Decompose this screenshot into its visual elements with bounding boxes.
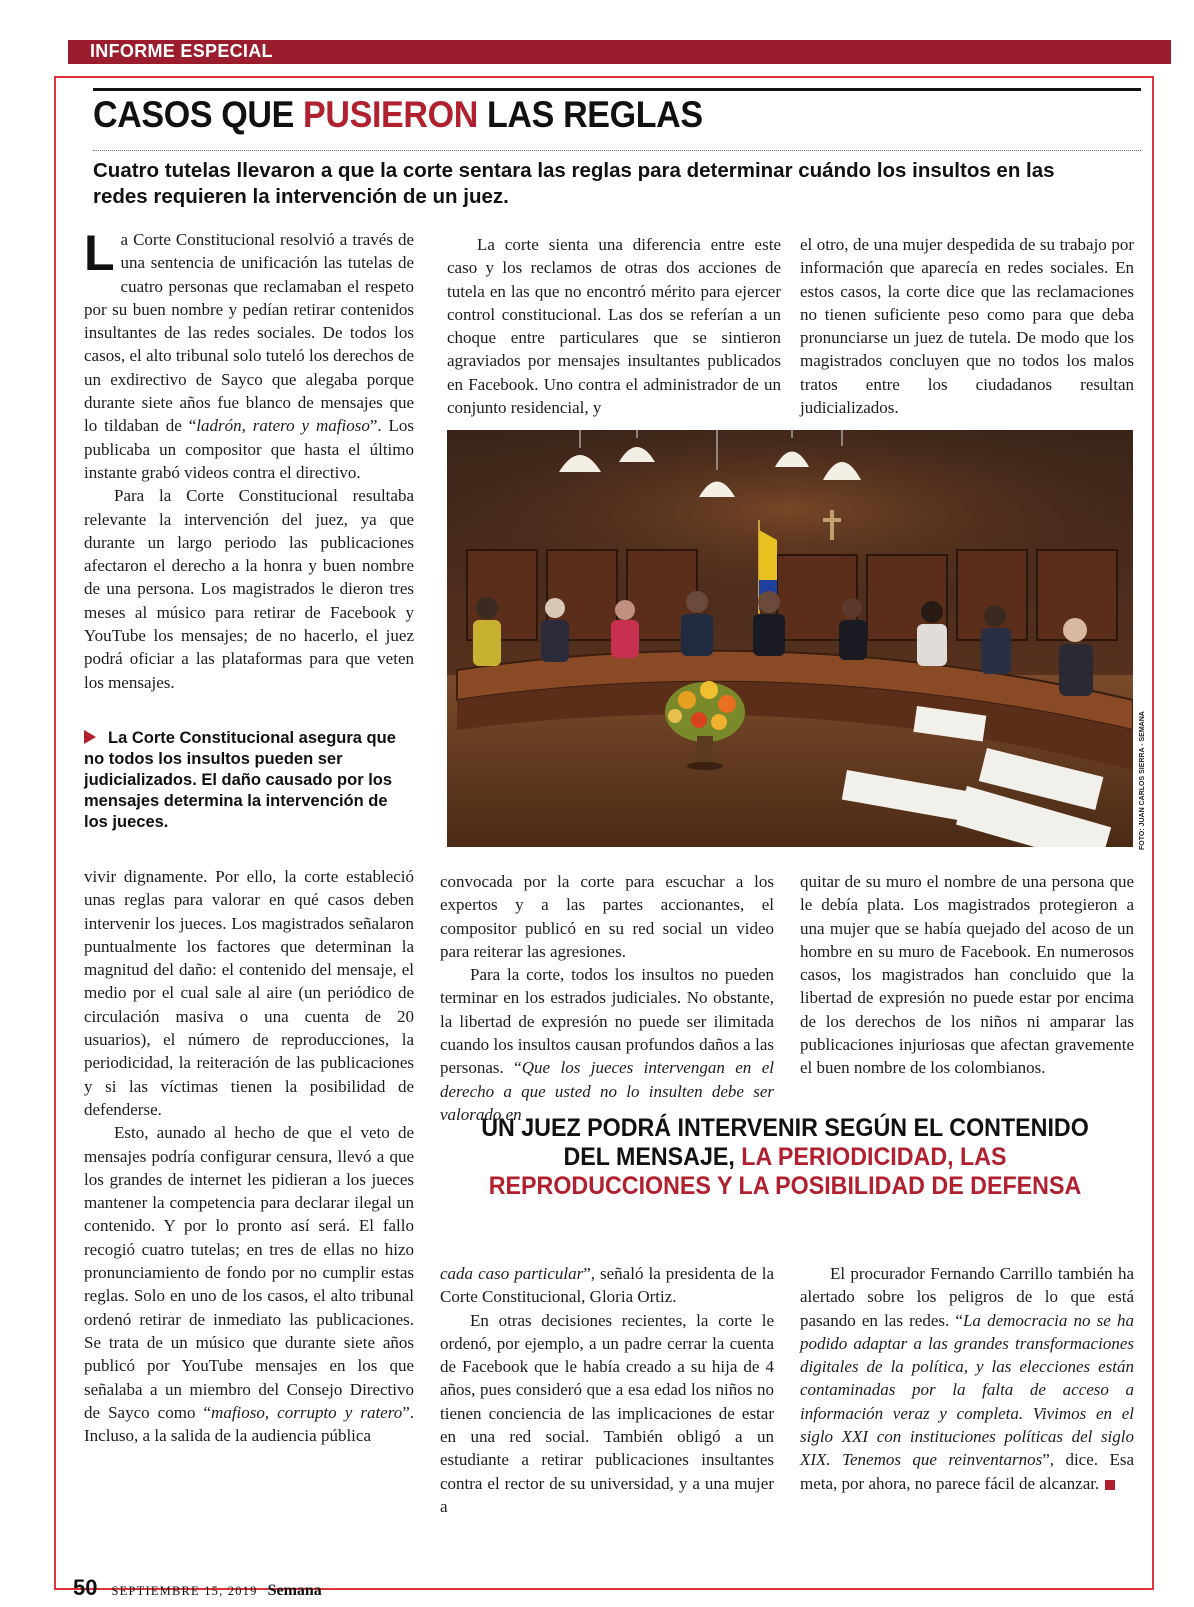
- subheadline-part1: UN JUEZ PODRÁ INTERVENIR SEGÚN EL CONTENIDO DEL MENSAJE,: [481, 1114, 1089, 1171]
- body-paragraph: convocada por la corte para escuchar a los expertos y a las partes accionantes, el compositor publicó en su red social un video para reiterar las agresiones.: [440, 872, 774, 961]
- headline: [93, 94, 703, 136]
- column-2-final: [440, 1262, 774, 1518]
- magazine-name: Semana: [267, 1582, 322, 1599]
- subheadline-highlight: LA PERIODICIDAD, LAS REPRODUCCIONES Y LA POSIBILIDAD DE DEFENSA: [488, 1143, 1082, 1200]
- column-1-bottom: [84, 865, 414, 1447]
- pull-quote: [84, 728, 414, 833]
- photo-credit: FOTO: JUAN CARLOS SIERRA - SEMANA: [1139, 711, 1146, 850]
- body-paragraph: Para la corte, todos los insultos no pueden terminar en los estrados judiciales. No obstante, la libertad de expresión no puede ser ilimitada cuando los insultos causan profundos daños a las personas. “Que los jueces intervengan en el derecho a que usted no lo insulten debe ser valorado en: [440, 965, 775, 1124]
- body-paragraph: La corte sienta una diferencia entre este caso y los reclamos de otras dos acciones de tutela en las que no encontró mérito para ejercer control constitucional. Las dos se referían a un choque entre particulares que se sintieron agraviados por mensajes insultantes publicados en Facebook. Uno contra el administrador de un conjunto residencial, y: [447, 235, 781, 418]
- deck: Cuatro tutelas llevaron a que la corte sentara las reglas para determinar cuándo los insultos en las redes requieren la intervención de un juez.: [93, 159, 1055, 208]
- body-paragraph: el otro, de una mujer despedida de su trabajo por información que aparecía en redes sociales. En estos casos, la corte dice que las reclamaciones no tienen suficiente peso como para que deba pronunciarse un juez de tutela. De modo que los magistrados concluyen que no todos los malos tratos entre los ciudadanos resultan judicializados.: [800, 235, 1134, 418]
- headline-highlight: PUSIERON: [303, 94, 478, 135]
- deck-rule: [93, 150, 1141, 151]
- headline-part1: CASOS QUE: [93, 94, 304, 135]
- column-3-final: [800, 1262, 1134, 1495]
- column-2-top: [447, 233, 781, 419]
- column-3-top: [800, 233, 1134, 419]
- body-paragraph: quitar de su muro el nombre de una persona que le debía plata. Los magistrados protegieron a una mujer que se había quejado del acoso de un hombre en su muro de Facebook. En numerosos casos, los magistrados han concluido que la libertad de expresión no puede estar por encima de los derechos de los niños ni amparar las publicaciones injuriosas que afectan gravemente el buen nombre de los colombianos.: [800, 872, 1134, 1078]
- page-number: 50: [73, 1575, 98, 1600]
- section-label: INFORME ESPECIAL: [90, 41, 273, 61]
- body-paragraph: Esto, aunado al hecho de que el veto de mensajes podría configurar censura, llevó a que los grandes de internet les pidieran a los jueces mantener la competencia para declarar ilegal un contenido. Y por lo pronto así será. El fallo recogió cuatro tutelas; en tres de ellas no hizo pronunciamiento de fondo por no cumplir estas reglas. Solo en uno de los casos, el alto tribunal ordenó retirar de inmediato las publicaciones. Se trata de un músico que durante siete años publicó por YouTube mensajes en los que señalaba a un miembro del Consejo Directivo de Sayco como “mafioso, corrupto y ratero”. Incluso, a la salida de la audiencia pública: [84, 1123, 414, 1446]
- body-paragraph: cada caso particular”, señaló la presidenta de la Corte Constitucional, Gloria Ortiz.: [440, 1264, 774, 1307]
- courtroom-illustration: [447, 430, 1133, 847]
- section-banner: [68, 40, 1171, 64]
- dropcap: L: [84, 225, 115, 281]
- column-3-bottom: [800, 870, 1134, 1080]
- courtroom-photo: [447, 430, 1133, 847]
- headline-part2: LAS REGLAS: [477, 94, 703, 135]
- triangle-icon: [84, 730, 96, 744]
- intro-paragraph: La Corte Constitucional resolvió a través de una sentencia de unificación las tutelas de cuatro personas que reclamaban el respeto por su buen nombre y pedían retirar contenidos insultantes de las redes sociales. De todos los casos, el alto tribunal solo tuteló los derechos de un exdirectivo de Sayco que alegaba porque durante siete años fue blanco de mensajes que lo tildaban de “ladrón, ratero y mafioso”. Los publicaba un compositor que hasta el último instante grabó videos contra el directivo.: [84, 225, 415, 482]
- subheadline: [464, 1114, 1106, 1201]
- body-paragraph: vivir dignamente. Por ello, la corte estableció unas reglas para valorar en qué casos deben intervenir los jueces. Los magistrados señalaron puntualmente los factores que determinan la magnitud del daño: el contenido del mensaje, el medio por el cual sale al aire (un periódico de circulación masiva o una cuenta de 20 usuarios), el número de reproducciones, la periodicidad, la reiteración de las publicaciones y si las víctimas tienen la posibilidad de defenderse.: [84, 867, 414, 1119]
- column-2-bottom: [440, 870, 774, 1126]
- end-mark-icon: [1105, 1480, 1115, 1490]
- body-paragraph: Para la Corte Constitucional resultaba relevante la intervención del juez, ya que durante un largo periodo las publicaciones afectaron el derecho a la honra y buen nombre de una persona. Los magistrados le dieron tres meses al músico para retirar de Facebook y YouTube los mensajes; de no hacerlo, el juez podrá oficiar a las plataformas para que veten los mensajes.: [84, 486, 414, 692]
- issue-date: SEPTIEMBRE 15, 2019: [111, 1584, 258, 1598]
- headline-rule: [93, 88, 1141, 91]
- body-paragraph: El procurador Fernando Carrillo también ha alertado sobre los peligros de lo que está pasando en las redes. “La democracia no se ha podido adaptar a las grandes transformaciones digitales de la política, y las elecciones están contaminadas por la falta de acceso a información veraz y completa. Vivimos en el siglo XXI con instituciones políticas del siglo XIX. Tenemos que reinventarnos”, dice. Esa meta, por ahora, no parece fácil de alcanzar.: [800, 1264, 1134, 1493]
- page-footer: [73, 1575, 322, 1601]
- body-paragraph: En otras decisiones recientes, la corte le ordenó, por ejemplo, a un padre cerrar la cuenta de Facebook que le había creado a su hija de 4 años, pues consideró que a esa edad los niños no tienen conciencia de las implicaciones de estar en una red social. También obligó a un estudiante a retirar publicaciones insultantes contra el rector de su universidad, y a una mujer a: [440, 1310, 774, 1516]
- column-1-top: [84, 225, 415, 694]
- pull-quote-text: La Corte Constitucional asegura que no todos los insultos pueden ser judicializados. El daño causado por los mensajes determina la intervención de los jueces.: [84, 729, 396, 831]
